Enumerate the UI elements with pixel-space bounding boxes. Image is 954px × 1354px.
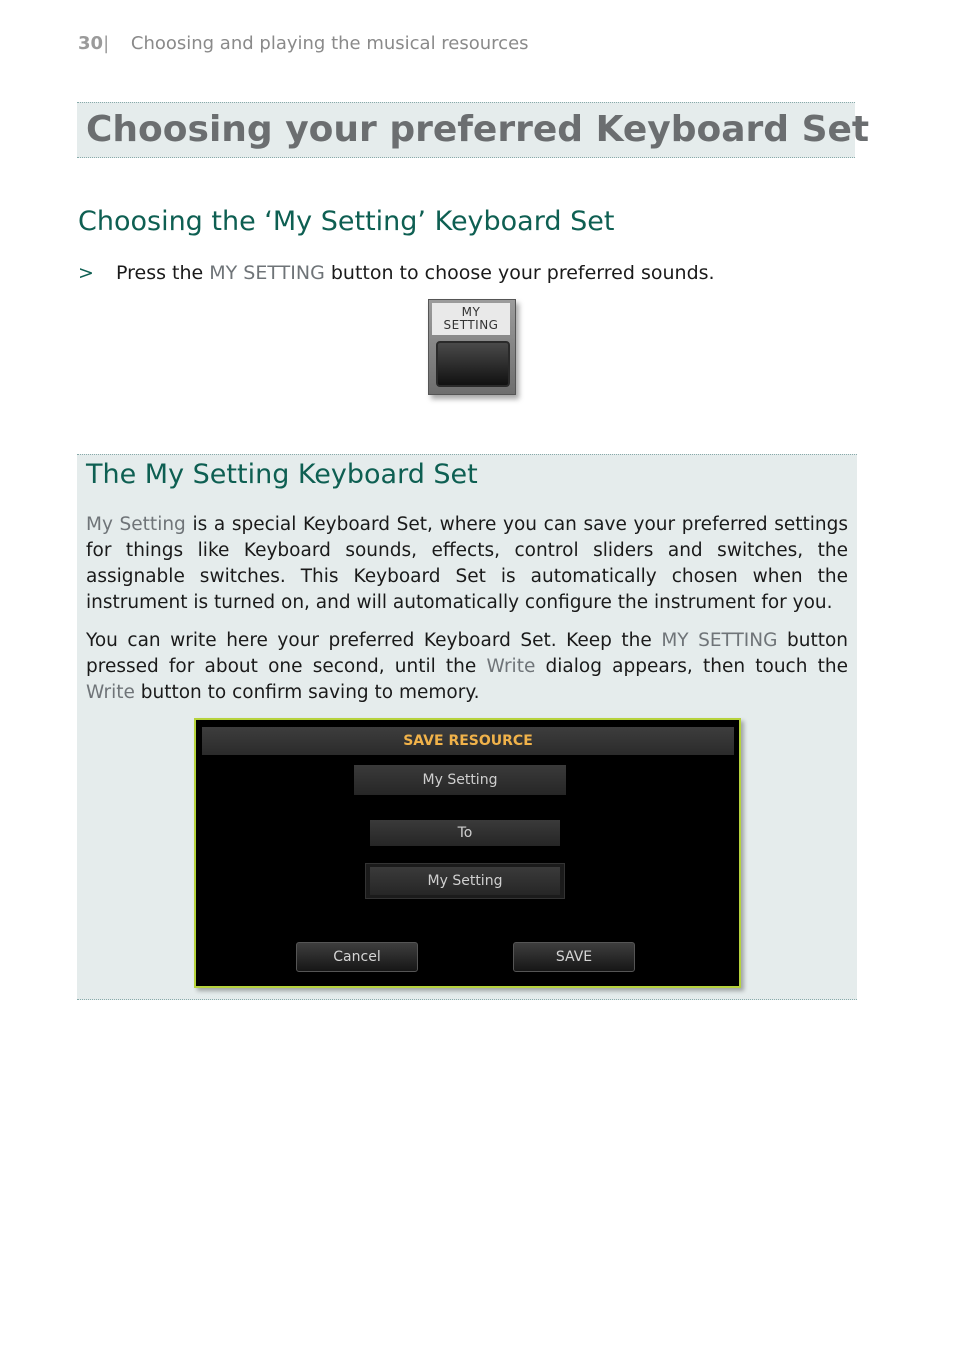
para1-keyword: My Setting — [86, 514, 186, 535]
my-setting-hardware-button — [428, 299, 516, 395]
note-heading: The My Setting Keyboard Set — [86, 459, 478, 490]
hardware-button-pad — [436, 341, 510, 387]
para2-keyword-2: Write — [486, 656, 536, 677]
bullet-arrow-icon: > — [78, 262, 94, 284]
save-resource-dialog — [194, 718, 741, 988]
title-banner — [77, 102, 870, 158]
para2-text-2: button pressed for about one second, until the — [86, 630, 848, 677]
hardware-button-label — [432, 303, 510, 335]
para2-text-3: dialog appears, then touch the — [535, 656, 848, 677]
hardware-label-line1: MY — [461, 305, 481, 319]
to-label: To — [370, 820, 560, 846]
dialog-title: SAVE RESOURCE — [202, 727, 734, 755]
step-keyword: MY SETTING — [209, 262, 325, 284]
page-title: Choosing your preferred Keyboard Set — [86, 109, 870, 150]
para1-text: is a special Keyboard Set, where you can save your preferred settings for things like Keyboard sounds, effects, control sliders and switches, the assignable switches. This Keyboard Set is automatically chosen when the instrument is turned on, and will automatically configure the instrument for you. — [86, 514, 848, 613]
source-name-field[interactable]: My Setting — [354, 765, 566, 795]
para2-keyword-1: MY SETTING — [661, 630, 778, 651]
header-separator: | — [103, 33, 110, 54]
para2-text-4: button to confirm saving to memory. — [134, 682, 480, 703]
page-number: 30 — [78, 33, 104, 54]
cancel-button[interactable]: Cancel — [296, 942, 418, 972]
para2-text-1: You can write here your preferred Keyboard Set. Keep the — [86, 630, 662, 651]
hardware-label-line2: SETTING — [443, 318, 499, 332]
destination-field[interactable]: My Setting — [370, 867, 560, 895]
para2-keyword-3: Write — [86, 682, 135, 703]
note-paragraph-2 — [86, 628, 848, 706]
page-header — [78, 33, 529, 54]
step-text-before: Press the — [116, 262, 210, 284]
note-box — [77, 454, 857, 1000]
destination-selector[interactable] — [365, 863, 565, 899]
chapter-title: Choosing and playing the musical resources — [130, 33, 529, 54]
step-instruction — [78, 262, 715, 284]
step-text-after: button to choose your preferred sounds. — [324, 262, 715, 284]
save-button[interactable]: SAVE — [513, 942, 635, 972]
section-heading: Choosing the ‘My Setting’ Keyboard Set — [78, 206, 615, 237]
note-paragraph-1 — [86, 512, 848, 616]
